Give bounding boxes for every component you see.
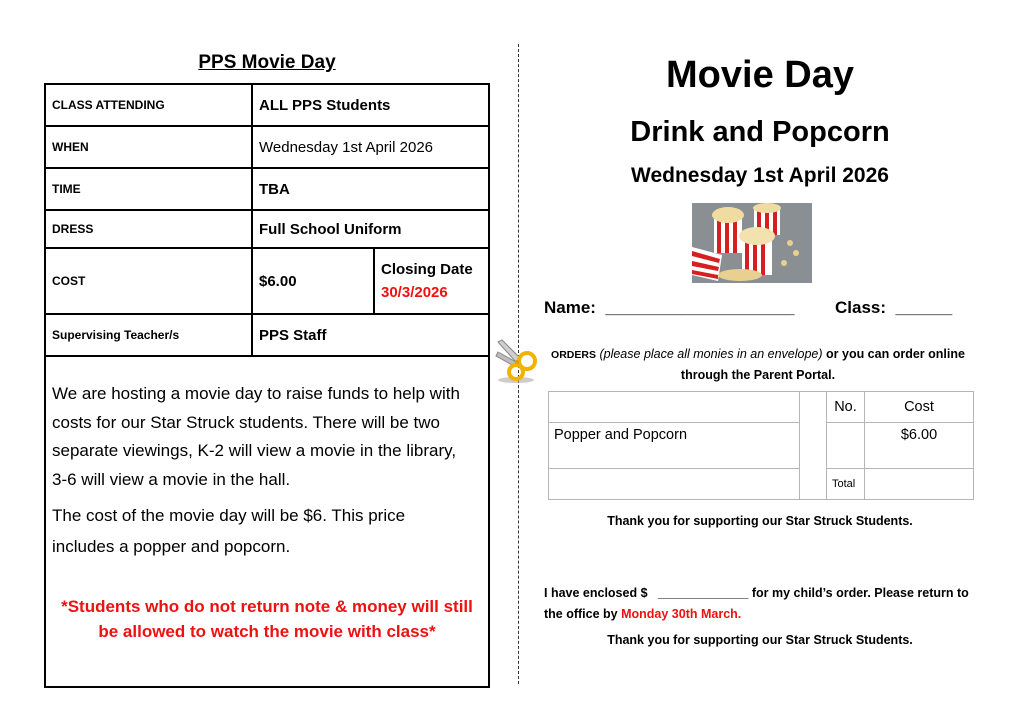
row-value: $6.00 (252, 248, 374, 314)
enclosed-statement (544, 583, 976, 625)
row-value: Wednesday 1st April 2026 (252, 126, 489, 168)
item-header-cell (549, 392, 800, 423)
enclosed-pre: I have enclosed $ (544, 586, 648, 600)
total-label: Total (827, 469, 865, 500)
row-label: COST (45, 248, 252, 314)
notice-text: *Students who do not return note & money will still be allowed to watch the movie with class* (61, 597, 473, 641)
table-row (45, 168, 489, 210)
left-title: PPS Movie Day (198, 52, 336, 73)
orders-label: ORDERS (551, 349, 596, 361)
description-paragraph: The cost of the movie day will be $6. This price includes a popper and popcorn. (52, 506, 406, 556)
row-label: DRESS (45, 210, 252, 248)
orders-instructions (544, 344, 972, 385)
total-cell[interactable] (865, 469, 974, 500)
no-header: No. (827, 392, 865, 423)
class-field[interactable] (835, 298, 952, 318)
row-value: TBA (252, 168, 489, 210)
popcorn-box (712, 207, 744, 253)
description-paragraph: We are hosting a movie day to raise funds to help with costs for our Star Struck students. There will be two separate viewings, K-2 will view a movie in the library, 3-6 will view a movie in the hall. (52, 384, 460, 489)
closing-date-value: 30/3/2026 (381, 284, 448, 301)
name-blank[interactable]: ____________________ (605, 298, 795, 317)
table-row (45, 210, 489, 248)
cost-header: Cost (865, 392, 974, 423)
row-label: Supervising Teacher/s (45, 314, 252, 356)
table-row (45, 126, 489, 168)
table-row (549, 423, 974, 469)
class-blank[interactable]: ______ (895, 298, 953, 317)
closing-date-cell (374, 248, 489, 314)
event-date: Wednesday 1st April 2026 (631, 164, 889, 187)
row-value: ALL PPS Students (252, 84, 489, 126)
info-table (44, 83, 490, 357)
subtitle: Drink and Popcorn (630, 116, 890, 148)
name-field[interactable] (544, 298, 795, 318)
row-value: Full School Uniform (252, 210, 489, 248)
return-date: Monday 30th March. (621, 607, 742, 621)
table-row (45, 248, 489, 314)
orders-rest: or you can order online through the Parent Portal. (680, 347, 965, 382)
scissors-icon (494, 336, 540, 384)
gap-cell (800, 392, 827, 500)
orders-note: (please place all monies in an envelope) (599, 347, 823, 361)
row-label: WHEN (45, 126, 252, 168)
thanks-text: Thank you for supporting our Star Struck Students. (607, 633, 913, 647)
movie-day-title: Movie Day (666, 54, 854, 96)
item-cost: $6.00 (865, 423, 974, 469)
empty-cell (549, 469, 800, 500)
row-label: CLASS ATTENDING (45, 84, 252, 126)
closing-date-label: Closing Date (381, 261, 473, 278)
name-label: Name: (544, 298, 596, 317)
enclosed-post: for my child’s order. Please return to the office by (544, 586, 969, 621)
table-row (45, 314, 489, 356)
class-label: Class: (835, 298, 887, 317)
table-row (549, 392, 974, 423)
row-label: TIME (45, 168, 252, 210)
row-value: PPS Staff (252, 314, 489, 356)
table-row (45, 84, 489, 126)
quantity-cell[interactable] (827, 423, 865, 469)
order-table (548, 391, 974, 500)
thanks-text: Thank you for supporting our Star Struck Students. (607, 514, 913, 528)
popcorn-image (692, 203, 812, 283)
table-row (549, 469, 974, 500)
item-name: Popper and Popcorn (549, 423, 800, 469)
amount-blank[interactable]: _____________ (657, 586, 749, 600)
